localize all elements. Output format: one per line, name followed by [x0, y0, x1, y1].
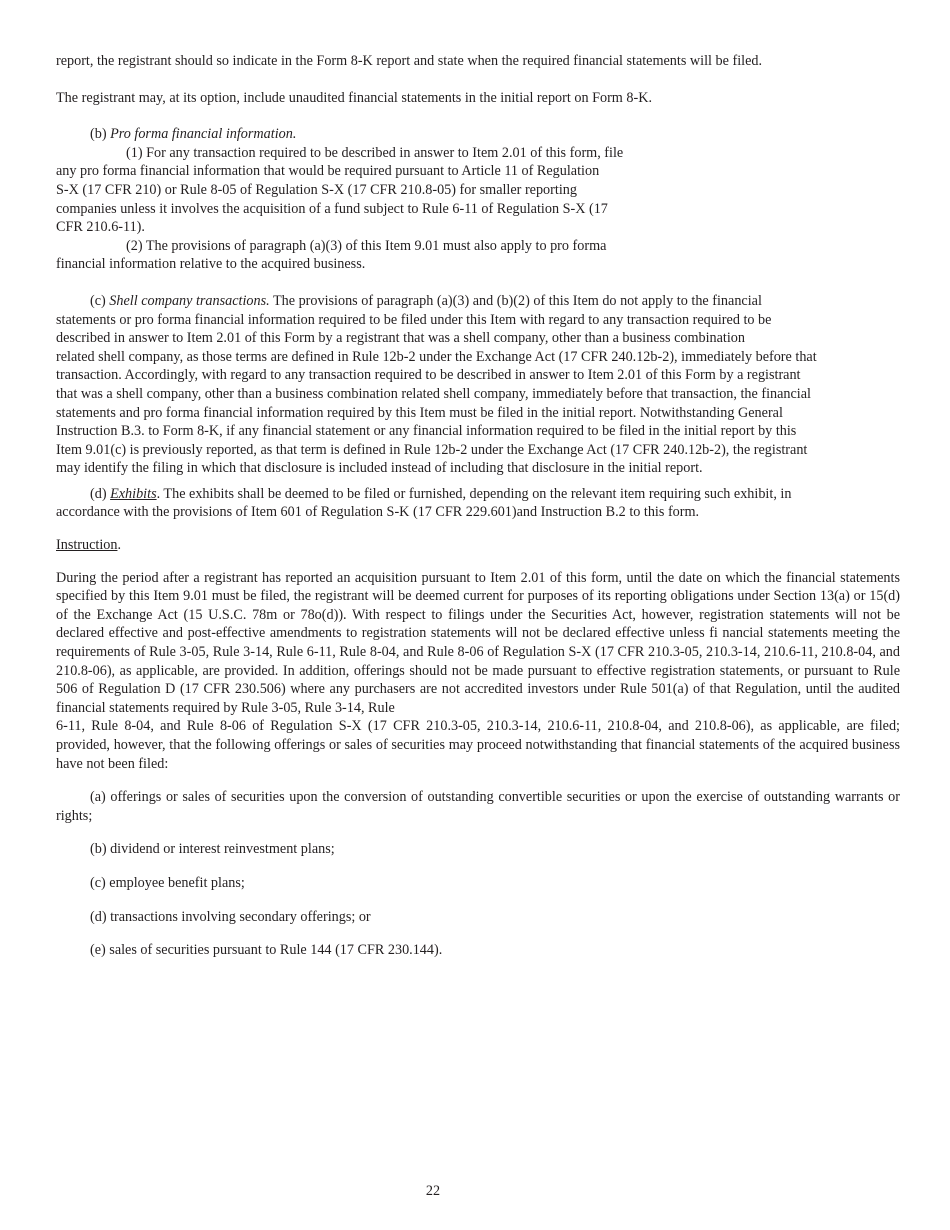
- section-c-line: may identify the filing in which that disclosure is included instead of including that disclosure in the initial report.: [56, 460, 703, 477]
- section-c-line: described in answer to Item 2.01 of this Form by a registrant that was a shell company, other than a business combination: [56, 330, 745, 347]
- section-c: [56, 292, 900, 478]
- section-b-p1-line: S-X (17 CFR 210) or Rule 8-05 of Regulation S-X (17 CFR 210.8-05) for smaller reporting: [56, 181, 577, 198]
- section-c-line1-text: The provisions of paragraph (a)(3) and (b)(2) of this Item do not apply to the financial: [269, 292, 762, 309]
- instruction-body-main: During the period after a registrant has reported an acquisition pursuant to Item 2.01 of this form, until the date on which the financial statements specified by this Item 9.01 must be filed, the registrant will be deemed current for purposes of its reporting obligations under Section 13(a) or 15(d) of the Exchange Act (15 U.S.C. 78m or 78o(d)). With respect to filings under the Securities Act, however, registration statements will not be declared effective and post-effective amendments to registration statements will not be declared effective unless fi nancial statements meeting the requirements of Rule 3-05, Rule 3-14, Rule 6-11, Rule 8-04, and Rule 8-06 of Regulation S-X (17 CFR 210.3-05, 210.3-14, 210.6-11, 210.8-04, and 210.8-06), as applicable, are provided. In addition, offerings should not be made pursuant to effective registration statements, or pursuant to Rule 506 of Regulation D (17 CFR 230.506) where any purchasers are not accredited investors under Rule 501(a) of that Regulation, until the audited financial statements required by Rule 3-05, Rule 3-14, Rule: [56, 569, 900, 716]
- instruction-body: [56, 569, 900, 774]
- section-d-line1-text: . The exhibits shall be deemed to be filed or furnished, depending on the relevant item requiring such exhibit, in: [156, 485, 792, 502]
- section-c-line: that was a shell company, other than a business combination related shell company, immediately before that transaction, the financial: [56, 385, 811, 402]
- section-d: [56, 485, 900, 522]
- document-page: [56, 52, 900, 960]
- section-b-label: (b): [90, 126, 111, 143]
- section-b-p1-line: companies unless it involves the acquisition of a fund subject to Rule 6-11 of Regulation S-X (17: [56, 200, 608, 217]
- section-b-paragraph-2: [56, 237, 676, 274]
- section-d-line: accordance with the provisions of Item 601 of Regulation S-K (17 CFR 229.601)and Instruction B.2 to this form.: [56, 504, 700, 521]
- section-b-p2-line: financial information relative to the acquired business.: [56, 256, 366, 273]
- section-b-p2-line: (2) The provisions of paragraph (a)(3) of this Item 9.01 must also apply to pro forma: [126, 237, 607, 254]
- exception-list: [56, 788, 900, 960]
- list-item: (a) offerings or sales of securities upon the conversion of outstanding convertible securities or upon the exercise of outstanding warrants or rights;: [56, 789, 900, 824]
- section-b-p1-line: any pro forma financial information that would be required pursuant to Article 11 of Regulation: [56, 163, 600, 180]
- section-c-heading: Shell company transactions.: [109, 292, 270, 309]
- list-item: (e) sales of securities pursuant to Rule 144 (17 CFR 230.144).: [90, 942, 443, 959]
- list-item: (c) employee benefit plans;: [90, 874, 245, 891]
- list-item: (b) dividend or interest reinvestment plans;: [90, 841, 335, 858]
- instruction-body-continued: 6-11, Rule 8-04, and Rule 8-06 of Regulation S-X (17 CFR 210.3-05, 210.3-14, 210.6-11, 210.8-04, and 210.8-06), as applicable, are filed; provided, however, that the following offerings or sales of securities may proceed notwithstanding that financial statements of the acquired business have not been filed:: [56, 718, 900, 772]
- section-b-paragraph-1: [56, 144, 676, 237]
- section-c-line: Item 9.01(c) is previously reported, as that term is defined in Rule 12b-2 under the Exchange Act (17 CFR 240.12b-2), the registrant: [56, 441, 808, 458]
- section-c-line: transaction. Accordingly, with regard to any transaction required to be described in answer to Item 2.01 of this Form by a registrant: [56, 367, 801, 384]
- section-c-label: (c): [90, 292, 110, 309]
- section-b: [56, 125, 900, 274]
- section-b-p1-line: (1) For any transaction required to be described in answer to Item 2.01 of this form, file: [126, 144, 624, 161]
- section-b-heading: Pro forma financial information.: [110, 126, 297, 143]
- instruction-heading-line: [56, 536, 900, 555]
- section-b-p1-line: CFR 210.6-11).: [56, 219, 145, 236]
- instruction-heading-tail: .: [117, 537, 122, 554]
- section-b-heading-line: [56, 125, 900, 144]
- section-c-line: statements and pro forma financial information required by this Item must be filed in the initial report. Notwithstanding General: [56, 404, 783, 421]
- section-d-label: (d): [90, 485, 111, 502]
- section-d-line: [56, 485, 900, 504]
- section-d-heading: Exhibits: [110, 485, 157, 502]
- intro-paragraph-2: The registrant may, at its option, include unaudited financial statements in the initial report on Form 8-K.: [56, 89, 652, 106]
- page-number: 22: [425, 1183, 441, 1199]
- section-c-line: Instruction B.3. to Form 8-K, if any financial statement or any financial information required to be filed in the initial report by this: [56, 423, 797, 440]
- section-c-line: statements or pro forma financial information required to be filed under this Item with regard to any transaction required to be: [56, 311, 772, 328]
- section-c-line: [56, 292, 900, 311]
- instruction-heading: Instruction: [56, 537, 118, 554]
- section-c-line: related shell company, as those terms are defined in Rule 12b-2 under the Exchange Act (17 CFR 240.12b-2), immediately before that: [56, 348, 817, 365]
- list-item: (d) transactions involving secondary offerings; or: [90, 908, 371, 925]
- intro-paragraph-1: report, the registrant should so indicate in the Form 8-K report and state when the required financial statements will be filed.: [56, 53, 763, 69]
